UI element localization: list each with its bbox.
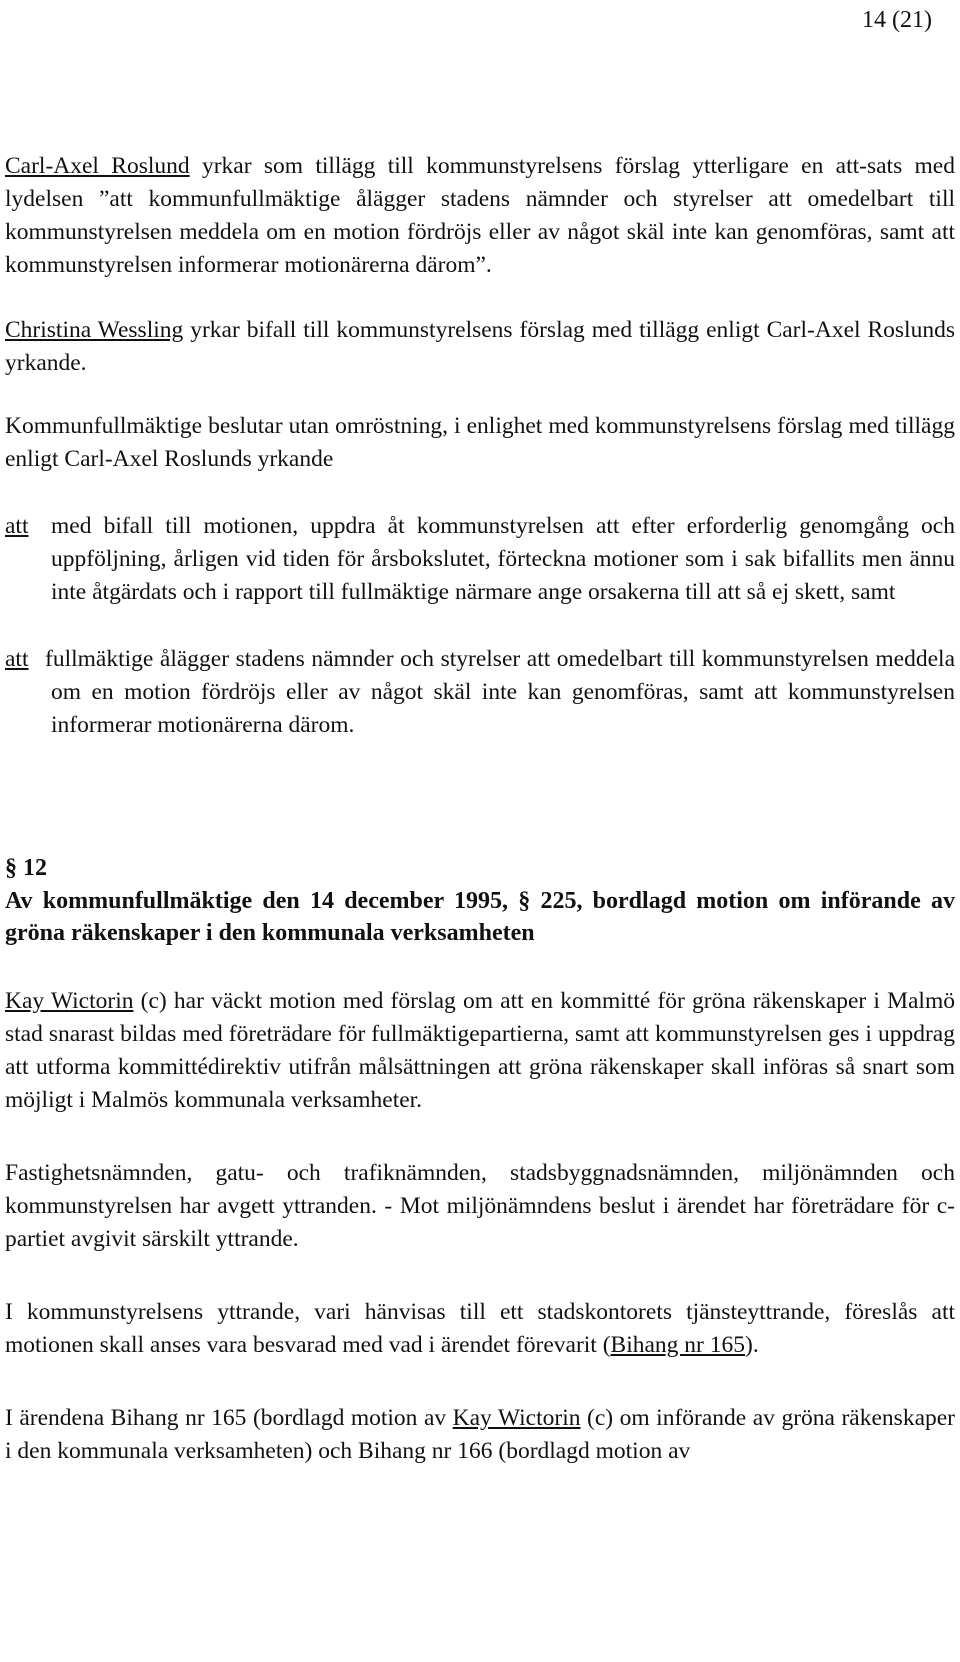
paragraph-text: yrkar som tillägg till kommunstyrelsens förslag ytterligare en att-sats med lydelsen ”att kommunfullmäktige ålägger stadens nämnder och styrelser att omedelbart till kommunstyrelsen meddela om en motion fördröjs eller av något skäl inte kan genomföras, samt att kommunstyrelsen informerar motionärerna därom”.	[5, 153, 955, 278]
page-number: 14 (21)	[862, 7, 932, 33]
paragraph-text: (c) har väckt motion med förslag om att en kommitté för gröna räkenskaper i Malmö stad snarast bildas med företrädare för fullmäktigepartierna, samt att kommunstyrelsen ges i uppdrag att utforma kommittédirektiv utifrån målsättningen att gröna räkenskaper skall införas så snart som möjligt i Malmös kommunala verksamheter.	[5, 988, 955, 1113]
bihang-reference: Bihang nr 165	[610, 1332, 746, 1358]
paragraph-text: Fastighetsnämnden, gatu- och trafiknämnden, stadsbyggnadsnämnden, miljönämnden och kommunstyrelsen har avgett yttranden. - Mot miljönämndens beslut i ärendet har företrädare för c-partiet avgivit särskilt yttrande.	[5, 1160, 955, 1252]
speaker-name: Carl-Axel Roslund	[5, 153, 190, 179]
paragraph-kommunstyrelsen: I kommunstyrelsens yttrande, vari hänvisas till ett stadskontorets tjänsteyttrande, föreslås att motionen skall anses vara besvarad med vad i ärendet förevarit (Bihang nr 165).	[5, 1299, 955, 1358]
document-body	[5, 150, 955, 1468]
paragraph-wictorin-motion	[5, 985, 955, 1117]
att-label: att	[5, 513, 29, 539]
section-title: Av kommunfullmäktige den 14 december 1995, § 225, bordlagd motion om införande av gröna räkenskaper i den kommunala verksamheten	[5, 888, 955, 946]
speaker-name: Kay Wictorin	[452, 1405, 581, 1431]
speaker-name: Christina Wessling	[5, 317, 184, 343]
speaker-name: Kay Wictorin	[5, 988, 134, 1014]
section-number: § 12	[5, 855, 47, 881]
att-clause-text: med bifall till motionen, uppdra åt kommunstyrelsen att efter erforderlig genomgång och uppföljning, årligen vid tiden för årsbokslutet, förteckna motioner som i sak bifallits men ännu inte åtgärdats och i rapport till fullmäktige närmare ange orsakerna till att så ej skett, samt	[51, 513, 955, 605]
paragraph-roslund-proposal	[5, 150, 955, 282]
att-label: att	[5, 646, 29, 672]
paragraph-wessling-proposal	[5, 314, 955, 380]
att-clause-2	[5, 643, 955, 742]
paragraph-text: I kommunstyrelsens yttrande, vari hänvisas till ett stadskontorets tjänsteyttrande, föreslås att motionen skall anses vara besvarad med vad i ärendet förevarit (	[5, 1299, 955, 1358]
paragraph-text: yrkar bifall till kommunstyrelsens förslag med tillägg enligt Carl-Axel Roslunds yrkande.	[5, 317, 955, 376]
section-symbol-icon: §	[518, 888, 531, 914]
paragraph-arendena: I ärendena Bihang nr 165 (bordlagd motion av Kay Wictorin (c) om införande av gröna räkenskaper i den kommunala verksamheten) och Bihang nr 166 (bordlagd motion av	[5, 1405, 956, 1464]
att-clause-1	[5, 510, 955, 609]
paragraph-statements	[5, 1157, 955, 1256]
paragraph-decision	[5, 410, 955, 476]
section-symbol-icon: §	[5, 855, 17, 881]
paragraph-text: Kommunfullmäktige beslutar utan omröstning, i enlighet med kommunstyrelsens förslag med tillägg enligt Carl-Axel Roslunds yrkande	[5, 413, 955, 472]
att-clause-text: fullmäktige ålägger stadens nämnder och styrelser att omedelbart till kommunstyrelsen meddela om en motion fördröjs eller av något skäl inte kan genomföras, samt att kommunstyrelsen informerar motionärerna därom.	[45, 646, 955, 738]
